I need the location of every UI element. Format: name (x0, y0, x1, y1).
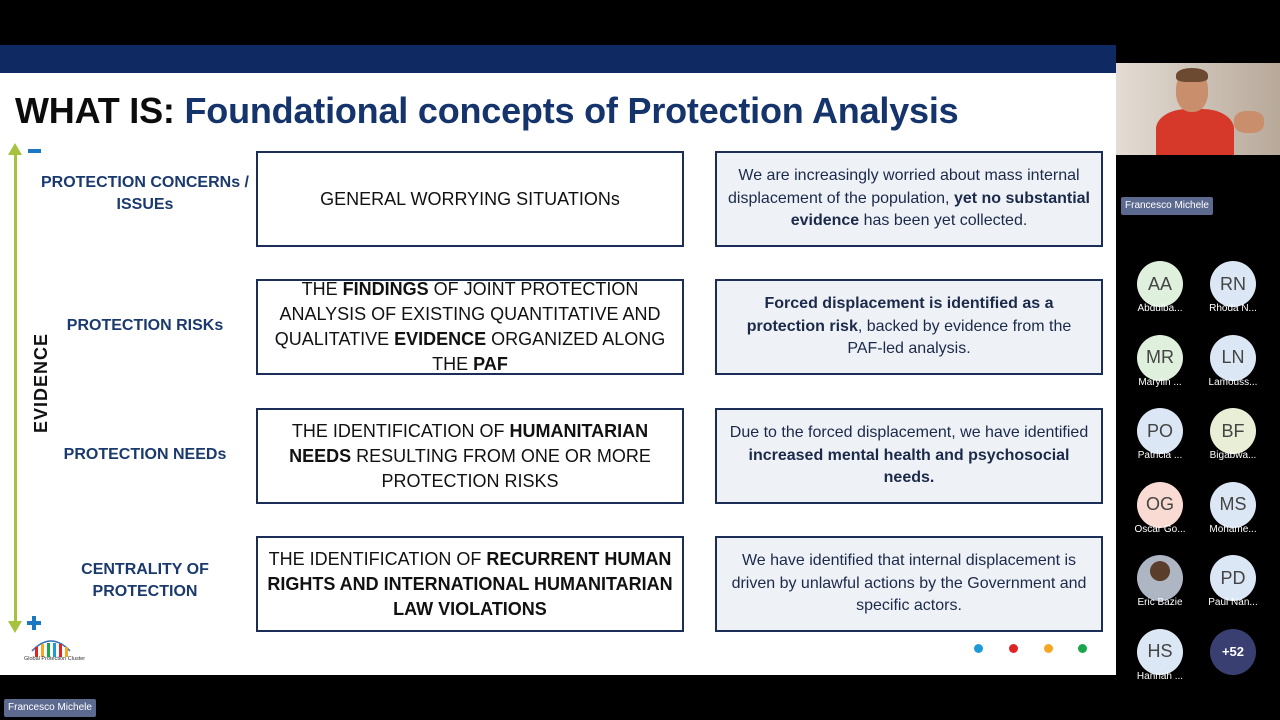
axis-arrow-down-icon (8, 621, 22, 633)
participant-name: Mohame... (1209, 523, 1257, 535)
example-segment: increased mental health and psychosocial needs. (748, 446, 1070, 487)
participant-tile[interactable] (1124, 408, 1196, 480)
example-text (727, 293, 1091, 361)
global-protection-cluster-logo (24, 633, 78, 669)
participant-avatar: BF (1210, 408, 1256, 454)
decorative-dot (1078, 644, 1087, 653)
example-segment: We are increasingly worried about mass internal displacement of the population, (728, 167, 1080, 207)
participant-tile[interactable] (1124, 555, 1196, 627)
participant-avatar: PD (1210, 555, 1256, 601)
row-label: PROTECTION RISKs (66, 317, 224, 334)
participant-name: Bigabwa... (1209, 450, 1257, 461)
slide-title-prefix: WHAT IS: (15, 90, 175, 131)
participant-tile[interactable] (1197, 261, 1269, 333)
example-text (727, 422, 1091, 490)
shared-slide (0, 45, 1116, 675)
participant-name: Abdulba... (1137, 303, 1183, 314)
row-label: PROTECTION CONCERNs / ISSUEs (40, 174, 249, 213)
speaker-video[interactable] (1116, 63, 1280, 155)
more-participants-count: +52 (1210, 629, 1256, 675)
definition-segment: OF JOINT PROTECTION ANALYSIS OF EXISTING QUANTITATIVE AND QUALITATIVE (274, 279, 661, 349)
definition-segment: ORGANIZED ALONG THE (432, 329, 666, 374)
example-segment: Due to the forced displacement, we have identified (729, 424, 1089, 442)
definition-box (256, 536, 684, 632)
example-segment: , backed by evidence from the PAF-led analysis. (847, 317, 1072, 358)
definition-segment: FINDINGS (342, 279, 429, 299)
evidence-axis-label: EVIDENCE (31, 332, 51, 433)
example-box (715, 536, 1103, 632)
participant-name: Lamouss... (1208, 376, 1258, 388)
participant-avatar: OG (1137, 482, 1183, 528)
plus-icon (27, 616, 41, 630)
definition-segment: THE IDENTIFICATION OF (291, 420, 510, 441)
definition-box (256, 408, 684, 504)
speaker-hand (1234, 111, 1264, 133)
example-text (727, 165, 1091, 233)
participant-tile[interactable] (1197, 555, 1269, 627)
participant-name: Patricia ... (1137, 450, 1183, 461)
participant-avatar: HS (1137, 629, 1183, 675)
example-box (715, 151, 1103, 247)
example-box (715, 408, 1103, 504)
row-label: PROTECTION NEEDs (63, 446, 227, 463)
participant-avatar: MS (1210, 482, 1256, 528)
participant-tile[interactable] (1124, 629, 1196, 701)
definition-box (256, 151, 684, 247)
definition-segment: GENERAL WORRYING SITUATIONs (320, 188, 620, 209)
more-participants-button[interactable] (1197, 629, 1269, 701)
example-segment: We have identified that internal displacement is driven by unlawful actions by the Government and specific actors. (731, 552, 1087, 615)
participant-avatar: RN (1210, 261, 1256, 307)
decorative-dot (974, 644, 983, 653)
participant-tile[interactable] (1197, 408, 1269, 480)
definition-segment: THE IDENTIFICATION OF (268, 548, 487, 569)
slide-title (15, 90, 958, 132)
participant-avatar: LN (1210, 335, 1256, 381)
participant-avatar: PO (1137, 408, 1183, 454)
example-segment: Forced displacement is identified as a protection risk (746, 295, 1054, 335)
definition-segment: EVIDENCE (394, 329, 487, 349)
definition-text (266, 419, 674, 494)
participant-tile[interactable] (1197, 482, 1269, 554)
axis-line (14, 149, 17, 627)
definition-text (266, 277, 674, 377)
row-label: CENTRALITY OF PROTECTION (81, 561, 209, 600)
logo-text: Global Protection Cluster (24, 656, 86, 662)
participant-name: Marylin ... (1138, 376, 1182, 388)
presenter-name-tag: Francesco Michele (4, 699, 96, 717)
definition-segment: RESULTING FROM ONE OR MORE PROTECTION RISKS (351, 445, 651, 491)
participant-tile[interactable] (1124, 482, 1196, 554)
decorative-dot (1009, 644, 1018, 653)
definition-segment: RECURRENT HUMAN RIGHTS AND INTERNATIONAL HUMANITARIAN LAW VIOLATIONS (267, 548, 673, 619)
participant-name: Rhoda N... (1209, 303, 1257, 314)
participant-name: Eric Bazie (1137, 597, 1183, 608)
participant-avatar: MR (1137, 335, 1183, 381)
participant-avatar (1137, 555, 1183, 601)
participant-tile[interactable] (1197, 335, 1269, 407)
participant-name: Hannah ... (1136, 670, 1184, 682)
definition-box (256, 279, 684, 375)
participant-avatar: AA (1137, 261, 1183, 307)
speaker-hair (1176, 68, 1208, 82)
participant-name: Paul Nan... (1208, 597, 1258, 608)
speaker-name-tag: Francesco Michele (1121, 197, 1213, 215)
minus-icon (28, 149, 41, 153)
slide-header-bar (0, 45, 1116, 73)
definition-segment: HUMANITARIAN NEEDS (289, 420, 649, 466)
slide-title-main: Foundational concepts of Protection Analysis (184, 90, 959, 131)
example-text (727, 550, 1091, 618)
definition-segment: PAF (473, 354, 508, 374)
example-segment: yet no substantial evidence (790, 189, 1090, 230)
participant-name: Oscar Go... (1134, 523, 1186, 535)
definition-segment: THE (301, 279, 343, 299)
speaker-shirt (1156, 109, 1234, 155)
definition-text (266, 547, 674, 622)
definition-text (320, 187, 620, 212)
example-box (715, 279, 1103, 375)
participant-tile[interactable] (1124, 261, 1196, 333)
decorative-dot (1044, 644, 1053, 653)
participant-tile[interactable] (1124, 335, 1196, 407)
example-segment: has been yet collected. (859, 212, 1028, 230)
